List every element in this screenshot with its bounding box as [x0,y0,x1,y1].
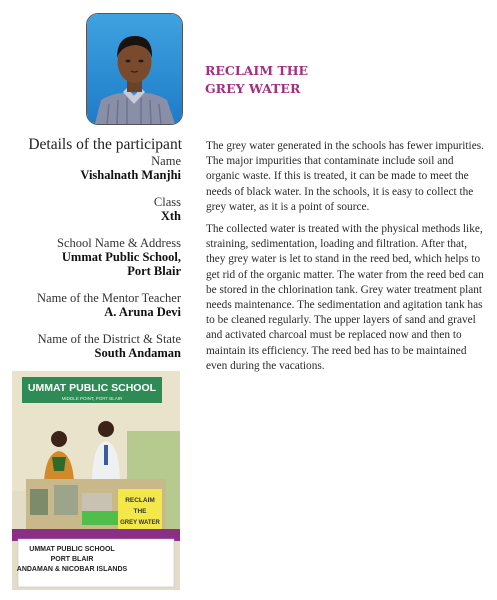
field-label: Class [153,195,181,209]
details-heading: Details of the participant [28,136,182,153]
field-value: A. Aruna Devi [104,305,181,319]
project-photo [12,371,180,590]
field-school [57,236,181,278]
title-line-2: GREY WATER [205,81,301,96]
sign-text-2: THE [133,508,147,515]
participant-portrait [86,13,183,125]
banner-subtext: MIDDLE POINT, PORT BLAIR [61,396,123,401]
field-label: Name of the Mentor Teacher [37,291,181,305]
title-line-1: RECLAIM THE [205,63,309,78]
caption-line-2: PORT BLAIR [50,556,94,563]
caption-line-3: ANDAMAN & NICOBAR ISLANDS [16,566,128,573]
caption-line-1: UMMAT PUBLIC SCHOOL [29,546,115,553]
field-value: Ummat Public School, [61,250,181,264]
banner-text: UMMAT PUBLIC SCHOOL [27,382,157,394]
field-mentor [37,291,181,319]
field-label: School Name & Address [57,236,181,250]
article-body [206,139,488,381]
field-value: Vishalnath Manjhi [80,168,181,182]
field-value: South Andaman [94,346,181,360]
field-class [154,195,181,223]
field-label: Name of the District & State [37,332,181,346]
sign-text-1: RECLAIM [125,497,155,504]
field-name [80,154,181,182]
field-value-line-2: Port Blair [127,264,181,278]
article-title [205,62,308,98]
field-district [38,332,181,360]
body-paragraph-2: The collected water is treated with the physical methods like, straining, sedimentation, loading and filtration. After that, they grey water is let to stand in the reed bed, which helps to get rid of the organic matter. The water from the reed bed can be stored in the chlorination tank. Grey water treatment plant needs maintenance. The sedimentation and agitation tank has to be cleaned regularly. The upper layers of sand and gravel and activated charcoal must be replaced now and then to maintain its efficiency. The reed bed has to be maintained even during the vacations. [206,223,484,372]
field-value: Xth [160,209,181,223]
body-paragraph-1: The grey water generated in the schools has fewer impurities. The major impurities that contaminate include soil and organic waste. If this is treated, it can be made to meet the needs of black water. In the schools, it is easy to collect the grey water, as it is a point of source. [206,140,484,213]
sign-text-3: GREY WATER [120,520,160,526]
field-label: Name [151,154,181,168]
